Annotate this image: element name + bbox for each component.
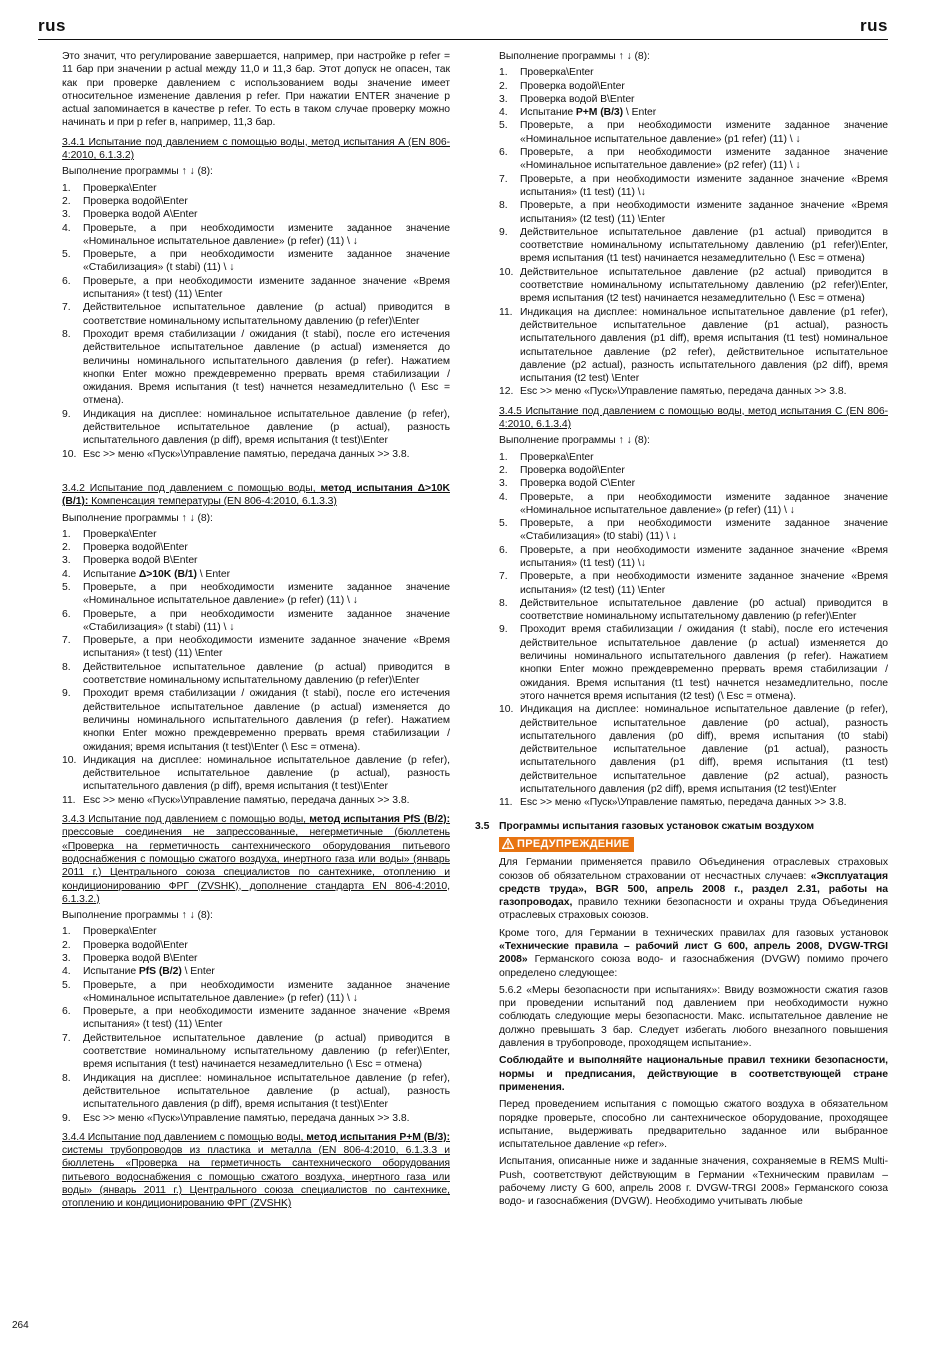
section-3-4-2-heading [62, 482, 450, 509]
list-item [499, 80, 888, 93]
list-item-number: 9. [62, 408, 71, 420]
list-item-number: 2. [62, 939, 71, 951]
warning-paragraph-1 [499, 856, 888, 922]
list-item [62, 541, 450, 554]
right-column [475, 50, 888, 1213]
warning-paragraph-4 [499, 1054, 888, 1094]
heading-method: метод испытания PfS (B/2): [309, 814, 451, 826]
list-item-text: Проверьте, а при необходимости измените заданное значение «Время испытания» (t1 test) (11) \↓ [520, 173, 888, 198]
text-part: Для Германии применяется правило Объединения отраслевых страховых союзов об обязательном страховании от несчастных случаев: [499, 857, 888, 882]
list-item [499, 146, 888, 173]
list-item [62, 222, 450, 249]
warning-label: ПРЕДУПРЕЖДЕНИЕ [517, 837, 630, 850]
list-item [62, 1072, 450, 1112]
list-item [62, 1005, 450, 1032]
list-item-text: Испытание PfS (B/2) \ Enter [83, 966, 215, 978]
list-item [499, 597, 888, 624]
list-item-number: 5. [499, 518, 508, 530]
list-item [499, 464, 888, 477]
list-item-text: Проверка водой\Enter [520, 464, 625, 476]
list-item-text: Проверьте, а при необходимости измените заданное значение «Номинальное испытательное давление» (p refer) (11) \ ↓ [83, 979, 450, 1004]
section-number: 3.5 [475, 820, 490, 832]
list-item-number: 12. [499, 386, 514, 398]
list-item [499, 106, 888, 119]
heading-method: метод испытания P+M (B/3): [306, 1131, 451, 1143]
list-item-text: Испытание Δ>10K (B/1) \ Enter [83, 568, 231, 580]
list-item-number: 4. [499, 491, 508, 503]
list-item-text: Проверьте, а при необходимости измените заданное значение «Номинальное испытательное давление» (p refer) (11) \ ↓ [520, 491, 888, 516]
list-item-number: 2. [499, 80, 508, 92]
list-item [62, 939, 450, 952]
list-item-text: Индикация на дисплее: номинальное испытательное давление (p refer), действительное испытательное давление (p actual), разность испытательного давления (p diff), время испытания (t test)\Enter [83, 754, 450, 793]
heading-part: Компенсация температуры (EN 806-4:2010, 6.1.3.3) [88, 496, 337, 508]
list-item-text: Проверьте, а при необходимости измените заданное значение «Время испытания» (t1 test) (11) \↓ [520, 544, 888, 569]
list-item-text: Esc >> меню «Пуск»\Управление памятью, передача данных >> 3.8. [83, 1112, 410, 1124]
list-item-text: Esc >> меню «Пуск»\Управление памятью, передача данных >> 3.8. [520, 797, 847, 809]
list-item-text: Проверка водой B\Enter [520, 93, 635, 105]
list-item [62, 754, 450, 794]
list-item-text: Проверка водой\Enter [520, 80, 625, 92]
list-item-number: 6. [499, 147, 508, 159]
list-item [62, 328, 450, 408]
list-item-text: Проверьте, а при необходимости измените заданное значение «Время испытания» (t test) (11) \Enter [83, 1006, 450, 1031]
heading-part: 3.4.2 Испытание под давлением с помощью воды, [62, 482, 321, 494]
section-title: Программы испытания газовых установок сжатым воздухом [499, 820, 815, 832]
list-item [62, 794, 450, 807]
list-item [62, 979, 450, 1006]
list-item-text: Проверка\Enter [520, 67, 594, 79]
warning-triangle-icon [502, 838, 514, 849]
list-item-number: 8. [62, 661, 71, 673]
list-item-text: Проверка водой\Enter [83, 939, 188, 951]
list-item-number: 7. [499, 571, 508, 583]
text-part: правило техники безопасности и охраны труда Объединения отраслевых страховых союзов. [499, 897, 888, 922]
warning-badge [499, 837, 634, 852]
list-item [499, 517, 888, 544]
list-item [62, 925, 450, 938]
page-number: 264 [12, 1320, 29, 1331]
section-3-4-4-steps [499, 66, 888, 398]
list-item-text: Действительное испытательное давление (p2 actual) приводится в соответствие номинальному испытательному давлению (p2 refer)\Enter, время испытания (t2 test) начинается незамедлительно (\ Esc = отмена) [520, 266, 888, 305]
list-item [499, 385, 888, 398]
list-item-number: 1. [499, 451, 508, 463]
list-item-number: 2. [62, 195, 71, 207]
list-item-text: Проверка водой C\Enter [520, 478, 636, 490]
list-item-text: Проверьте, а при необходимости измените заданное значение «Стабилизация» (t stabi) (11) \ ↓ [83, 249, 450, 274]
list-item-number: 5. [62, 249, 71, 261]
list-item [499, 199, 888, 226]
list-item [499, 66, 888, 79]
list-item-number: 7. [499, 173, 508, 185]
list-item-text: Проверьте, а при необходимости измените заданное значение «Время испытания» (t test) (11) \Enter [83, 635, 450, 660]
list-item-number: 10. [62, 754, 77, 766]
list-item [62, 965, 450, 978]
list-item [62, 952, 450, 965]
list-item-number: 2. [499, 464, 508, 476]
list-item-number: 6. [62, 608, 71, 620]
header-rule [38, 39, 888, 40]
warning-paragraph-6: Испытания, описанные ниже и заданные значения, сохраняемые в REMS Multi-Push, соответствуют действующим в Германии «Техническим правилам – рабочему листу G 600, апрель 2008 г. DVGW-TRGI 2008» Германского союза водо- и газоснабжения (DVGW). Необходимо учитывать любые [499, 1156, 888, 1208]
list-item-number: 4. [62, 966, 71, 978]
list-item-number: 8. [62, 1072, 71, 1084]
section-3-4-5-heading: 3.4.5 Испытание под давлением с помощью воды, метод испытания C (EN 806-4:2010, 6.1.3.4) [499, 405, 888, 431]
list-item [499, 226, 888, 266]
list-item-text: Проходит время стабилизации / ожидания (t stabi), после его истечения действительное испытательное давление (p actual) изменяется до величины номинального испытательного давления (p refer). Нажатием кнопки Enter можно преждевременно прервать время стабилизации / ожидания. Время испытания (t test) начнется незамедлительно (\ Esc = отмена). [83, 328, 450, 407]
section-3-4-3-steps [62, 925, 450, 1124]
list-item [499, 544, 888, 571]
list-item [62, 301, 450, 328]
list-item-number: 9. [499, 624, 508, 636]
list-item-number: 1. [62, 528, 71, 540]
left-column [62, 50, 450, 1214]
list-item-text: Проверьте, а при необходимости измените заданное значение «Номинальное испытательное давление» (p2 refer) (11) \ ↓ [520, 147, 888, 172]
list-item [62, 634, 450, 661]
list-item [499, 266, 888, 306]
list-item-text: Испытание P+M (B/3) \ Enter [520, 107, 657, 119]
list-item-text: Проверьте, а при необходимости измените заданное значение «Стабилизация» (t stabi) (11) \ ↓ [83, 608, 450, 633]
section-3-4-1-lead: Выполнение программы ↑ ↓ (8): [62, 166, 213, 178]
list-item-number: 7. [62, 1032, 71, 1044]
warning-paragraph-2 [499, 927, 888, 980]
warning-paragraph-3: 5.6.2 «Меры безопасности при испытаниях»: Ввиду возможности сжатия газов при проведении испытаний под давлением при необходимости нужно соблюдать следующие меры безопасности. Макс. испытательное давление не должно превышать 3 бар. Следует избегать любого внезапного повышения давления в трубопроводе, проходящем испытание». [499, 984, 888, 1050]
list-item [499, 173, 888, 200]
list-item-number: 5. [62, 581, 71, 593]
list-item-text: Проверка водой\Enter [83, 542, 188, 554]
list-item-number: 9. [62, 1112, 71, 1124]
list-item [499, 306, 888, 386]
list-item-text: Действительное испытательное давление (p actual) приводится в соответствие номинальному испытательному давлению (p refer)\Enter, время испытания (t test) начинается незамедлительно (\ Esc = отмена) [83, 1032, 450, 1071]
list-item [499, 623, 888, 703]
list-item-text: Проверка\Enter [83, 528, 157, 540]
list-item-number: 9. [499, 226, 508, 238]
list-item-text: Esc >> меню «Пуск»\Управление памятью, передача данных >> 3.8. [83, 794, 410, 806]
list-item-text: Действительное испытательное давление (p1 actual) приводится в соответствие номинальному испытательному давлению (p1 refer)\Enter, время испытания (t1 test) начинается незамедлительно (\ Esc = отмена) [520, 226, 888, 265]
list-item [62, 581, 450, 608]
list-item-text: Проверка водой B\Enter [83, 953, 198, 964]
list-item [62, 568, 450, 581]
list-item [62, 195, 450, 208]
list-item-text: Esc >> меню «Пуск»\Управление памятью, передача данных >> 3.8. [83, 448, 410, 460]
list-item-number: 8. [499, 597, 508, 609]
list-item-text: Проверка\Enter [520, 451, 594, 463]
list-item-text: Проверьте, а при необходимости измените заданное значение «Время испытания» (t2 test) (11) \Enter [520, 571, 888, 596]
list-item-number: 11. [499, 797, 513, 809]
list-item [499, 93, 888, 106]
list-item-text: Действительное испытательное давление (p actual) приводится в соответствие номинальному испытательному давлению (p refer)\Enter [83, 661, 450, 687]
section-3-4-1-heading: 3.4.1 Испытание под давлением с помощью воды, метод испытания A (EN 806-4:2010, 6.1.3.2) [62, 136, 450, 162]
text-emphasis: «Технические правила – рабочий лист G 600, апрель 2008, DVGW-TRGI 2008» [499, 941, 888, 966]
list-item-number: 1. [62, 926, 71, 938]
list-item-number: 3. [62, 209, 71, 221]
header-language-right: rus [860, 16, 888, 35]
list-item [499, 477, 888, 490]
list-item-number: 6. [62, 275, 71, 287]
list-item-number: 9. [62, 688, 71, 700]
list-item [62, 275, 450, 302]
list-item-number: 8. [499, 200, 508, 212]
list-item-number: 3. [62, 953, 71, 964]
list-item-text: Действительное испытательное давление (p actual) приводится в соответствие номинальному испытательному давлению (p refer)\Enter [83, 302, 450, 327]
list-item-number: 6. [62, 1006, 71, 1018]
list-item [62, 1112, 450, 1125]
text-part: Кроме того, для Германии в технических правилах для газовых установок [499, 927, 888, 939]
section-3-4-4-lead: Выполнение программы ↑ ↓ (8): [499, 51, 650, 62]
list-item-number: 5. [499, 120, 508, 132]
section-3-4-1-steps [62, 182, 450, 461]
list-item [62, 448, 450, 461]
section-3-4-3-lead: Выполнение программы ↑ ↓ (8): [62, 910, 213, 922]
text-emphasis: Соблюдайте и выполняйте национальные правил техники безопасности, нормы и предписания, действующие в соответствующей стране применения. [499, 1055, 888, 1093]
list-item-number: 10. [499, 266, 514, 278]
list-item-number: 5. [62, 979, 71, 991]
list-item-text: Проходит время стабилизации / ожидания (t stabi), после его истечения действительное испытательное давление (p actual) изменяется до величины номинального испытательного давления (p refer). Нажатием кнопки Enter можно преждевременно прервать время стабилизации / ожидания. Время испытания (t1 test) начнется незамедлительно, после этого начнется время испытания (t2 test) (\ Esc = отмена). [520, 624, 888, 702]
list-item-number: 1. [499, 67, 508, 79]
list-item-text: Проверка водой A\Enter [83, 209, 198, 221]
section-3-4-4-heading [62, 1131, 450, 1211]
list-item [62, 248, 450, 275]
list-item-text: Проверьте, а при необходимости измените заданное значение «Номинальное испытательное давление» (p refer) (11) \ ↓ [83, 581, 450, 607]
heading-method: метод испытания Δ>10K (B/1): [62, 482, 450, 508]
warning-paragraph-5: Перед проведением испытания с помощью сжатого воздуха в обязательном порядке проверьте, способно ли сантехническое оборудование, проходящее испытание, выдерживать предварительно заданное или выбранное испытательное давление «p refer». [499, 1099, 888, 1151]
section-3-4-3-heading [62, 813, 450, 906]
list-item-text: Проверьте, а при необходимости измените заданное значение «Номинальное испытательное давление» (p1 refer) (11) \ ↓ [520, 120, 888, 145]
list-item-number: 4. [499, 107, 508, 119]
list-item [499, 451, 888, 464]
list-item-number: 10. [499, 704, 514, 716]
list-item [499, 703, 888, 796]
list-item-text: Индикация на дисплее: номинальное испытательное давление (p refer), действительное испытательное давление (p actual), разность испытательного давления (p diff), время испытания (t test)\Enter [83, 408, 450, 447]
list-item-number: 7. [62, 635, 71, 647]
list-item [499, 491, 888, 518]
list-item [62, 408, 450, 448]
list-item-text: Проверка\Enter [83, 926, 157, 938]
list-item-text: Проверка\Enter [83, 182, 157, 194]
list-item [62, 687, 450, 753]
heading-part: системы трубопроводов из пластика и металла (EN 806-4:2010, 6.1.3.3 и бюллетень «Проверка на герметичность сантехнического оборудования питьевого водоснабжения с помощью сжатого воздуха, инертного газа или воды» (январь 2011 г.) Центрального союза специалистов по сантехнике, отоплению и кондиционированию ФРГ (ZVSHK) [62, 1145, 450, 1210]
list-item-number: 3. [62, 555, 71, 567]
list-item [62, 208, 450, 221]
section-3-4-5-steps [499, 451, 888, 810]
intro-paragraph: Это значит, что регулирование завершается, например, при настройке p refer = 11 бар при значении p actual между 11,0 и 11,3 бар. Этот допуск не опасен, так как при проверке давлением с использованием воды значение имеет относительное изменение давления p refer. При нажатии ENTER значение p actual запоминается в качестве p refer. То есть в таком случае проверку можно начинать и при p refer в, например, 11,3 бар. [62, 51, 450, 129]
list-item-text: Проверьте, а при необходимости измените заданное значение «Время испытания» (t test) (11) \Enter [83, 275, 450, 301]
list-item [62, 528, 450, 541]
list-item-text: Проходит время стабилизации / ожидания (t stabi), после его истечения действительное испытательное давление (p actual) изменяется до величины номинального испытательного давления (p refer). Нажатием кнопки Enter можно преждевременно прервать время стабилизации / ожидания; время испытания (t test)\Enter (\ Esc = отмена). [83, 688, 450, 753]
list-item [499, 796, 888, 809]
list-item-text: Индикация на дисплее: номинальное испытательное давление (p1 refer), действительное испытательное давление (p1 actual), разность испытательного давления (p1 diff), время испытания (t1 test) номинальное испытательное давление (p2 refer), действительное испытательное давление (p2 actual), разность испытательного давления (p2 diff), время испытания (t2 test) \Enter [520, 306, 888, 385]
section-3-4-2-steps [62, 528, 450, 807]
heading-part: 3.4.4 Испытание под давлением с помощью воды, [62, 1131, 307, 1143]
heading-part: 3.4.3 Испытание под давлением с помощью воды, [62, 814, 310, 826]
list-item [499, 119, 888, 146]
list-item-number: 3. [499, 478, 508, 490]
list-item-text: Действительное испытательное давление (p0 actual) приводится в соответствие номинальному испытательному давлению (p refer)\Enter [520, 597, 888, 623]
list-item-text: Проверьте, а при необходимости измените заданное значение «Номинальное испытательное давление» (p refer) (11) \ ↓ [83, 222, 450, 247]
list-item-number: 4. [62, 568, 71, 580]
list-item-number: 4. [62, 222, 71, 234]
list-item [62, 608, 450, 635]
list-item [499, 570, 888, 597]
list-item-text: Индикация на дисплее: номинальное испытательное давление (p refer), действительное испытательное давление (p0 actual), разность испытательного давления (p0 diff), время испытания (t0 stabi) действительное испытательное давление (p1 actual), разность испытательного давления (p1 diff), время испытания (t1 test) действительное испытательное давление (p2 actual), разность испытательного давления (p2 diff), время испытания (t2 test)\Enter [520, 704, 888, 796]
list-item-text: Проверка водой B\Enter [83, 555, 198, 567]
text-emphasis: «Эксплуатация средств труда», BGR 500, апрель 2008 г., раздел 2.31, работы на газопроводах, [499, 870, 888, 909]
header-language-left: rus [38, 16, 66, 35]
list-item-number: 8. [62, 328, 71, 340]
list-item [62, 661, 450, 688]
list-item-number: 6. [499, 544, 508, 556]
list-item [62, 182, 450, 195]
section-3-4-2-lead: Выполнение программы ↑ ↓ (8): [62, 512, 213, 524]
list-item-text: Проверьте, а при необходимости измените заданное значение «Стабилизация» (t0 stabi) (11) \ ↓ [520, 518, 888, 543]
list-item-number: 2. [62, 542, 71, 554]
list-item-text: Esc >> меню «Пуск»\Управление памятью, передача данных >> 3.8. [520, 386, 847, 398]
list-item-number: 3. [499, 93, 508, 105]
list-item-number: 7. [62, 302, 71, 314]
heading-part: прессовые соединения не запрессованные, негерметичные (бюллетень «Проверка на герметичность сантехнического оборудования питьевого водоснабжения с помощью сжатого воздуха, инертного газа или воды» (январь 2011 г.) Центрального союза специалистов по сантехнике, отоплению и кондиционированию ФРГ (ZVSHK), дополнение стандарта EN 806-4:2010, 6.1.3.2.) [62, 827, 450, 905]
list-item-text: Проверьте, а при необходимости измените заданное значение «Время испытания» (t2 test) (11) \Enter [520, 200, 888, 225]
list-item-number: 10. [62, 448, 77, 460]
section-3-4-5-lead: Выполнение программы ↑ ↓ (8): [499, 435, 650, 447]
section-3-5-heading [475, 820, 888, 833]
list-item-text: Проверка водой\Enter [83, 195, 188, 207]
list-item-text: Индикация на дисплее: номинальное испытательное давление (p refer), действительное испытательное давление (p actual), разность испытательного давления (p diff), время испытания (t test)\Enter [83, 1072, 450, 1111]
list-item-number: 1. [62, 182, 71, 194]
text-part: Германского союза водо- и газоснабжения (DVGW) помимо прочего определено следующее: [499, 954, 888, 979]
list-item [62, 554, 450, 567]
list-item [62, 1032, 450, 1072]
list-item-number: 11. [62, 794, 76, 806]
list-item-number: 11. [499, 306, 513, 318]
